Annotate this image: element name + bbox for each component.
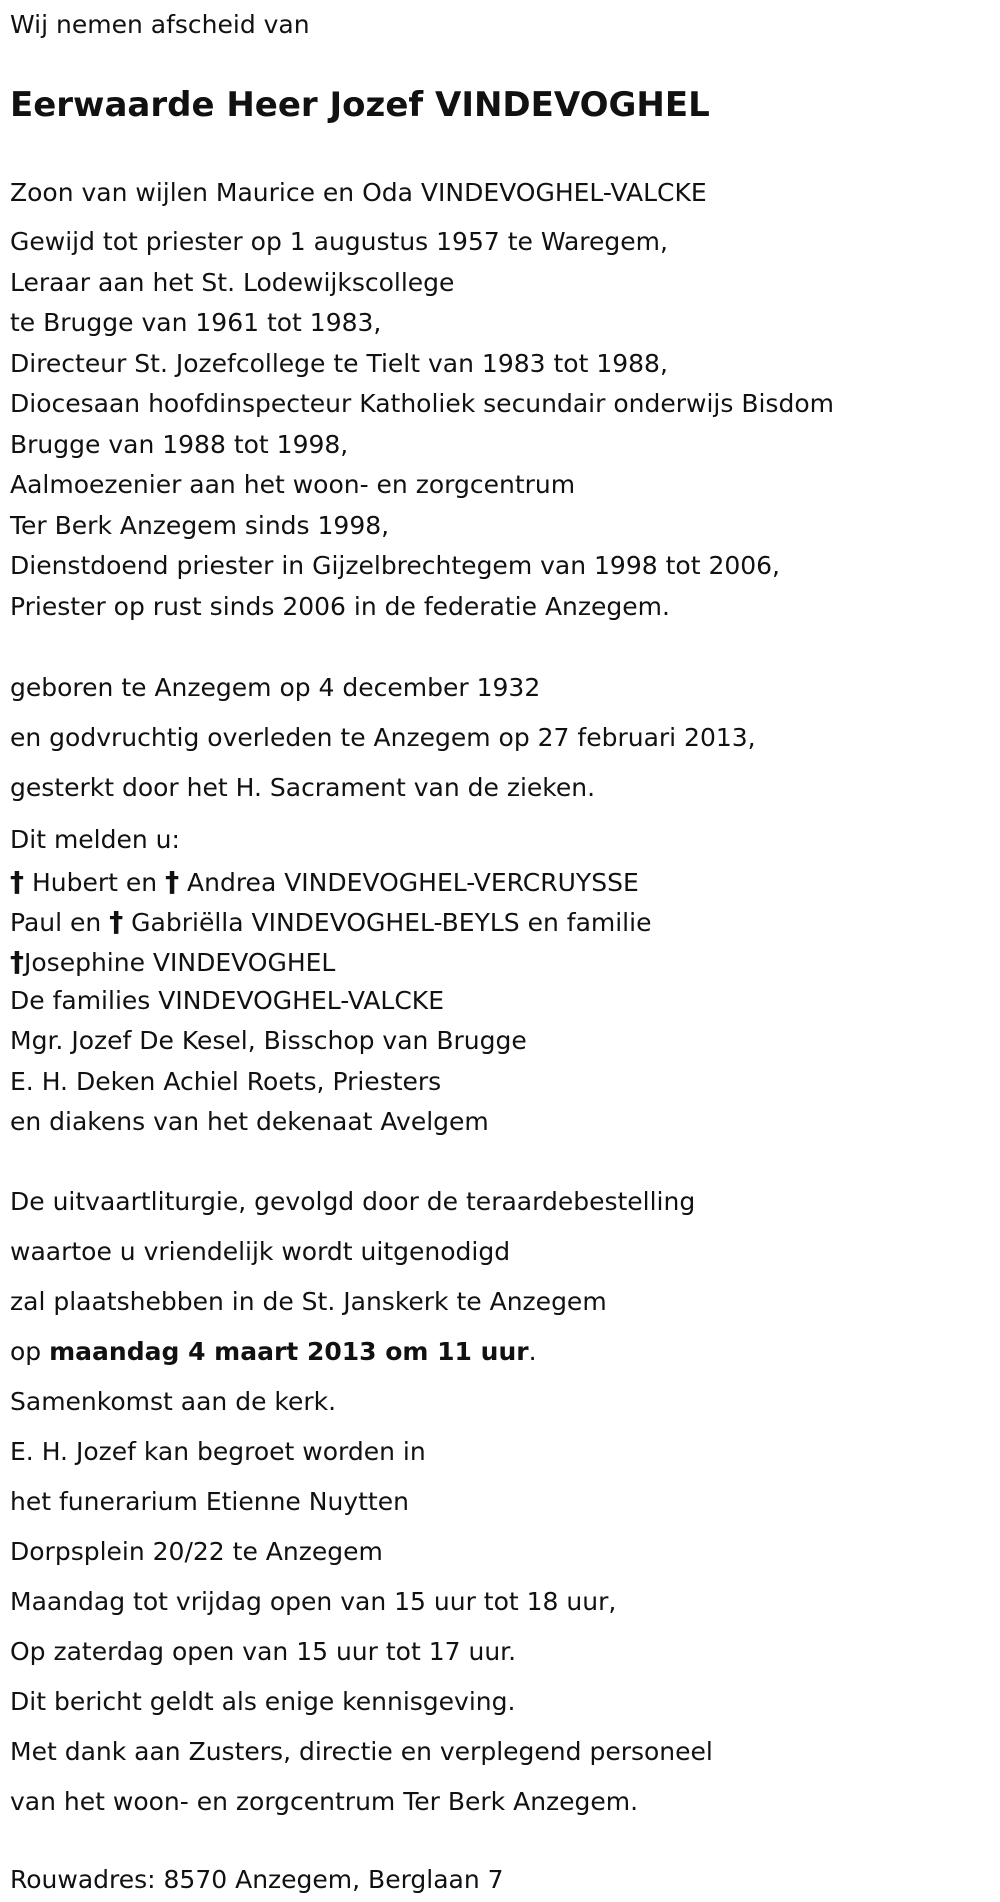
bio-line: Aalmoezenier aan het woon- en zorgcentrum [10, 470, 576, 499]
cross-icon: † [109, 905, 124, 938]
funeral-line: Op zaterdag open van 15 uur tot 17 uur. [10, 1637, 517, 1666]
funeral-line: Samenkomst aan de kerk. [10, 1387, 337, 1416]
funeral-date: maandag 4 maart 2013 om 11 uur [49, 1337, 529, 1366]
funeral-line: het funerarium Etienne Nuytten [10, 1487, 409, 1516]
funeral-line: E. H. Jozef kan begroet worden in [10, 1437, 426, 1466]
bio-line: Gewijd tot priester op 1 augustus 1957 te Waregem, [10, 227, 668, 256]
announcer-line: en diakens van het dekenaat Avelgem [10, 1107, 489, 1136]
bio-line: Brugge van 1988 tot 1998, [10, 430, 349, 459]
announcer-line: Paul en † Gabriëlla VINDEVOGHEL-BEYLS en familie [10, 905, 652, 938]
funeral-line: zal plaatshebben in de St. Janskerk te Anzegem [10, 1287, 607, 1316]
deceased-name: Eerwaarde Heer Jozef VINDEVOGHEL [10, 85, 710, 125]
death-line: en godvruchtig overleden te Anzegem op 27 februari 2013, [10, 723, 756, 752]
cross-icon: † [10, 865, 24, 898]
funeral-line: Dorpsplein 20/22 te Anzegem [10, 1537, 383, 1566]
birth-line: geboren te Anzegem op 4 december 1932 [10, 673, 541, 702]
funeral-line: waartoe u vriendelijk wordt uitgenodigd [10, 1237, 511, 1266]
sacrament-line: gesterkt door het H. Sacrament van de zieken. [10, 773, 596, 802]
mourning-address: Rouwadres: 8570 Anzegem, Berglaan 7 [10, 1865, 504, 1894]
funeral-date-line: op maandag 4 maart 2013 om 11 uur. [10, 1337, 537, 1366]
announcer-line: E. H. Deken Achiel Roets, Priesters [10, 1067, 442, 1096]
bio-line: te Brugge van 1961 tot 1983, [10, 308, 382, 337]
announcer-line: Mgr. Jozef De Kesel, Bisschop van Brugge [10, 1026, 527, 1055]
bio-line: Diocesaan hoofdinspecteur Katholiek secundair onderwijs Bisdom [10, 389, 834, 418]
bio-line: Directeur St. Jozefcollege te Tielt van 1983 tot 1988, [10, 349, 668, 378]
funeral-line: van het woon- en zorgcentrum Ter Berk Anzegem. [10, 1787, 639, 1816]
bio-line: Leraar aan het St. Lodewijkscollege [10, 268, 455, 297]
announcers-intro: Dit melden u: [10, 825, 180, 854]
bio-line: Zoon van wijlen Maurice en Oda VINDEVOGHEL-VALCKE [10, 178, 707, 207]
bio-line: Ter Berk Anzegem sinds 1998, [10, 511, 390, 540]
announcer-line: †Josephine VINDEVOGHEL [10, 945, 336, 978]
funeral-line: Maandag tot vrijdag open van 15 uur tot 18 uur, [10, 1587, 617, 1616]
intro-text: Wij nemen afscheid van [10, 10, 310, 39]
announcer-line: † Hubert en † Andrea VINDEVOGHEL-VERCRUYSSE [10, 865, 639, 898]
funeral-line: Met dank aan Zusters, directie en verplegend personeel [10, 1737, 713, 1766]
bio-line: Priester op rust sinds 2006 in de federatie Anzegem. [10, 592, 670, 621]
funeral-line: Dit bericht geldt als enige kennisgeving. [10, 1687, 516, 1716]
cross-icon: † [10, 945, 24, 978]
funeral-line: De uitvaartliturgie, gevolgd door de teraardebestelling [10, 1187, 696, 1216]
cross-icon: † [165, 865, 180, 898]
announcer-line: De families VINDEVOGHEL-VALCKE [10, 986, 444, 1015]
bio-line: Dienstdoend priester in Gijzelbrechtegem van 1998 tot 2006, [10, 551, 781, 580]
